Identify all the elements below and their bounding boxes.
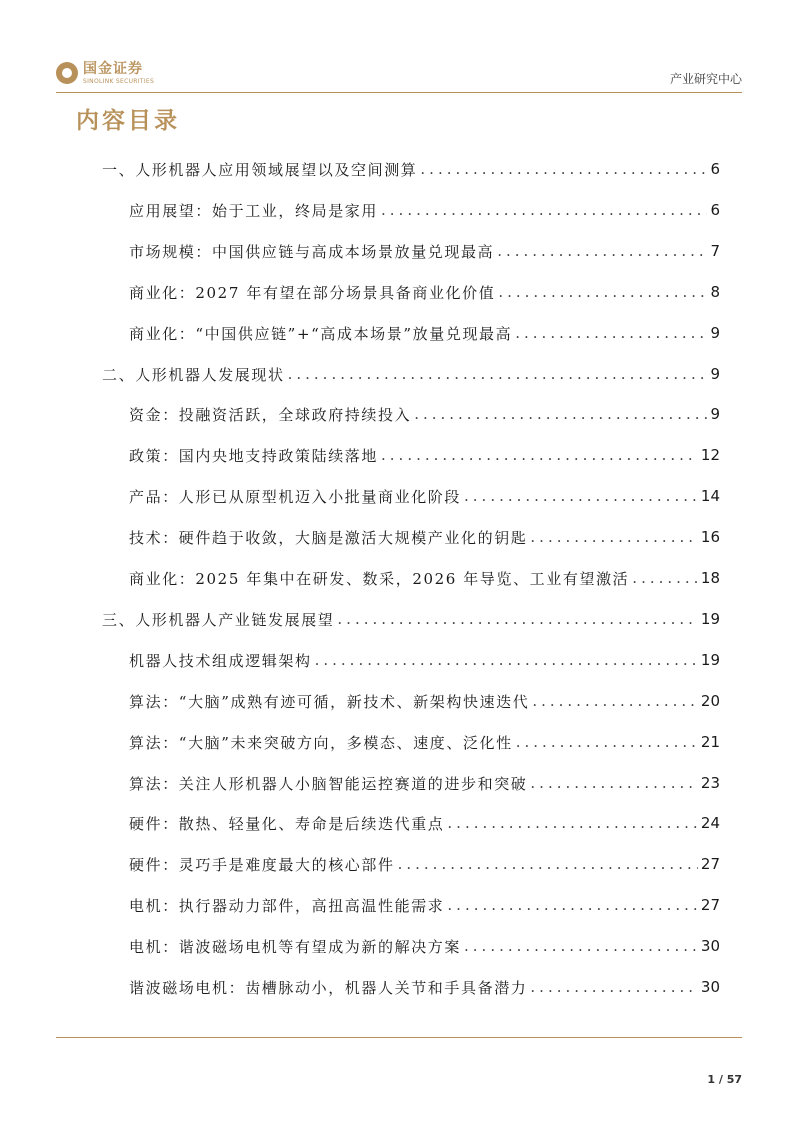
toc-dot-leader bbox=[288, 365, 708, 383]
toc-entry-title: 产品：人形已从原型机迈入小批量商业化阶段 bbox=[129, 487, 462, 506]
toc-entry-page: 7 bbox=[710, 242, 720, 260]
toc-entry-title: 一、人形机器人应用领域展望以及空间测算 bbox=[102, 160, 418, 179]
footer-divider bbox=[56, 1037, 742, 1038]
toc-entry-title: 电机：谐波磁场电机等有望成为新的解决方案 bbox=[129, 937, 462, 956]
toc-entry-title: 商业化：2025 年集中在研发、数采，2026 年导览、工业有望激活 bbox=[129, 569, 630, 588]
toc-dot-leader bbox=[532, 692, 698, 710]
toc-entry-page: 9 bbox=[710, 324, 720, 342]
toc-subsection-entry[interactable] bbox=[129, 730, 720, 754]
toc-entry-title: 二、人形机器人发展现状 bbox=[102, 365, 285, 384]
logo-emblem-icon bbox=[56, 62, 78, 84]
toc-entry-title: 资金：投融资活跃，全球政府持续投入 bbox=[129, 405, 412, 424]
toc-dot-leader bbox=[515, 324, 707, 342]
toc-subsection-entry[interactable] bbox=[129, 321, 720, 345]
toc-subsection-entry[interactable] bbox=[129, 934, 720, 958]
toc-dot-leader bbox=[447, 896, 698, 914]
toc-dot-leader bbox=[447, 814, 698, 832]
toc-subsection-entry[interactable] bbox=[129, 239, 720, 263]
toc-entry-title: 商业化：“中国供应链”+“高成本场景”放量兑现最高 bbox=[129, 324, 513, 343]
toc-entry-title: 三、人形机器人产业链发展展望 bbox=[102, 610, 335, 629]
toc-dot-leader bbox=[498, 283, 707, 301]
toc-entry-page: 9 bbox=[710, 405, 720, 423]
toc-subsection-entry[interactable] bbox=[129, 648, 720, 672]
toc-entry-page: 6 bbox=[710, 160, 720, 178]
toc-dot-leader bbox=[398, 855, 698, 873]
toc-subsection-entry[interactable] bbox=[129, 484, 720, 508]
toc-entry-title: 应用展望：始于工业，终局是家用 bbox=[129, 201, 379, 220]
toc-entry-title: 政策：国内央地支持政策陆续落地 bbox=[129, 446, 379, 465]
toc-dot-leader bbox=[464, 487, 698, 505]
toc-subsection-entry[interactable] bbox=[129, 689, 720, 713]
logo-chinese-name: 国金证券 bbox=[83, 60, 143, 77]
toc-dot-leader bbox=[414, 405, 707, 423]
toc-entry-title: 算法：“大脑”成熟有迹可循，新技术、新架构快速迭代 bbox=[129, 692, 530, 711]
toc-entry-title: 硬件：灵巧手是难度最大的核心部件 bbox=[129, 855, 395, 874]
toc-dot-leader bbox=[530, 978, 698, 996]
logo-english-name: SINOLINK SECURITIES bbox=[83, 77, 155, 85]
toc-entry-page: 6 bbox=[710, 201, 720, 219]
toc-entry-title: 市场规模：中国供应链与高成本场景放量兑现最高 bbox=[129, 242, 495, 261]
toc-dot-leader bbox=[381, 446, 698, 464]
toc-entry-title: 算法：关注人形机器人小脑智能运控赛道的进步和突破 bbox=[129, 774, 528, 793]
toc-entry-page: 27 bbox=[700, 896, 720, 914]
toc-entry-title: 算法：“大脑”未来突破方向，多模态、速度、泛化性 bbox=[129, 733, 513, 752]
toc-dot-leader bbox=[337, 610, 698, 628]
toc-heading: 内容目录 bbox=[76, 107, 180, 134]
toc-dot-leader bbox=[516, 733, 698, 751]
toc-dot-leader bbox=[497, 242, 707, 260]
toc-subsection-entry[interactable] bbox=[129, 852, 720, 876]
toc-subsection-entry[interactable] bbox=[129, 525, 720, 549]
toc-entry-page: 19 bbox=[700, 651, 720, 669]
toc-section-entry[interactable] bbox=[102, 362, 720, 386]
toc-dot-leader bbox=[464, 937, 698, 955]
toc-entry-page: 14 bbox=[700, 487, 720, 505]
toc-dot-leader bbox=[381, 201, 707, 219]
toc-subsection-entry[interactable] bbox=[129, 280, 720, 304]
toc-subsection-entry[interactable] bbox=[129, 443, 720, 467]
toc-entry-page: 18 bbox=[700, 569, 720, 587]
toc-entry-page: 9 bbox=[710, 365, 720, 383]
toc-subsection-entry[interactable] bbox=[129, 566, 720, 590]
toc-entry-page: 23 bbox=[700, 774, 720, 792]
toc-entry-title: 硬件：散热、轻量化、寿命是后续迭代重点 bbox=[129, 814, 445, 833]
toc-subsection-entry[interactable] bbox=[129, 975, 720, 999]
toc-dot-leader bbox=[632, 569, 698, 587]
toc-entry-title: 机器人技术组成逻辑架构 bbox=[129, 651, 312, 670]
toc-entry-page: 12 bbox=[700, 446, 720, 464]
toc-entry-page: 16 bbox=[700, 528, 720, 546]
company-logo bbox=[56, 58, 154, 88]
page-number: 1 / 57 bbox=[707, 1073, 742, 1086]
toc-entry-title: 电机：执行器动力部件，高扭高温性能需求 bbox=[129, 896, 445, 915]
page-header bbox=[56, 58, 742, 92]
toc-subsection-entry[interactable] bbox=[129, 402, 720, 426]
toc-entry-page: 19 bbox=[700, 610, 720, 628]
toc-entry-title: 商业化：2027 年有望在部分场景具备商业化价值 bbox=[129, 283, 496, 302]
toc-subsection-entry[interactable] bbox=[129, 811, 720, 835]
toc-dot-leader bbox=[530, 528, 698, 546]
toc-section-entry[interactable] bbox=[102, 607, 720, 631]
toc-entry-page: 24 bbox=[700, 814, 720, 832]
toc-entry-page: 20 bbox=[700, 692, 720, 710]
toc-entry-page: 27 bbox=[700, 855, 720, 873]
toc-subsection-entry[interactable] bbox=[129, 893, 720, 917]
toc-dot-leader bbox=[420, 160, 707, 178]
toc-section-entry[interactable] bbox=[102, 157, 720, 181]
toc-entry-page: 30 bbox=[700, 937, 720, 955]
toc-entry-page: 21 bbox=[700, 733, 720, 751]
toc-entry-title: 谐波磁场电机：齿槽脉动小，机器人关节和手具备潜力 bbox=[129, 978, 528, 997]
toc-dot-leader bbox=[530, 774, 698, 792]
toc-entry-page: 8 bbox=[710, 283, 720, 301]
toc-subsection-entry[interactable] bbox=[129, 198, 720, 222]
header-divider bbox=[56, 92, 742, 93]
toc-entry-page: 30 bbox=[700, 978, 720, 996]
toc-entry-title: 技术：硬件趋于收敛，大脑是激活大规模产业化的钥匙 bbox=[129, 528, 528, 547]
toc-dot-leader bbox=[315, 651, 698, 669]
toc-subsection-entry[interactable] bbox=[129, 771, 720, 795]
department-label: 产业研究中心 bbox=[669, 72, 742, 86]
